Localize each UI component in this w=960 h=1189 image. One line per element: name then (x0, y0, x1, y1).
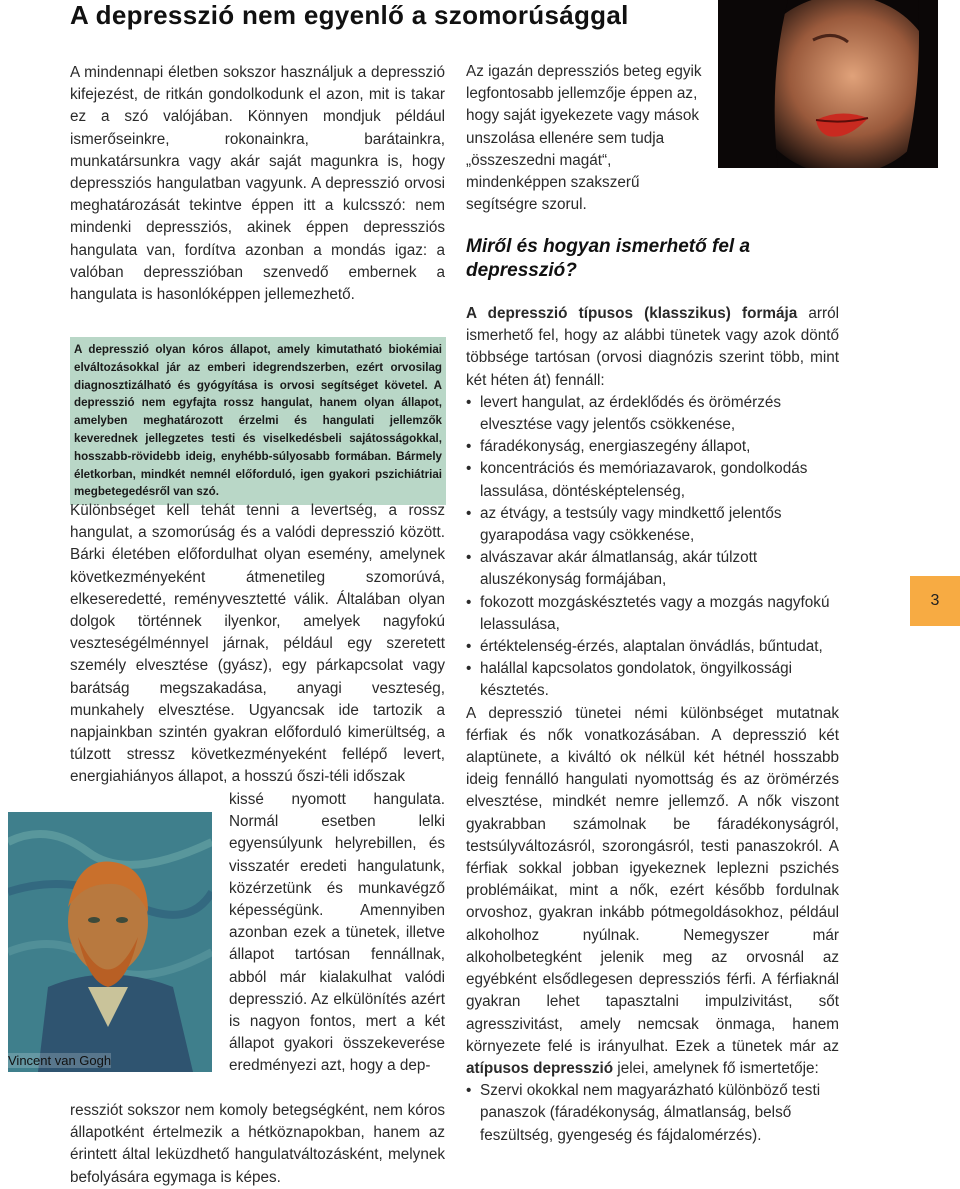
page-title: A depresszió nem egyenlő a szomorúsággal (70, 0, 629, 30)
page-number-tab: 3 (910, 576, 960, 626)
bottom-column (70, 1100, 445, 1189)
symptoms-intro (466, 303, 839, 392)
portrait-caption: Vincent van Gogh (8, 1053, 112, 1068)
definition-highlight-box: A depresszió olyan kóros állapot, amely kimutatható biokémiai elváltozásokkal jár az emberi idegrendszerben, ezért orvosilag diagnosztizálható és gyógyítása is orvosi segítséget követel. A depresszió nem egyfajta rossz hangulat, hanem olyan állapot, amelyben meghatározott érzelmi és hangulati jellemzők keverednek jellegzetes testi és viselkedésbeli sajátosságokkal, hosszabb-rövidebb ideig, enyhébb-súlyosabb formában. Bármely életkorban, mindkét nemnél előforduló, igen gyakori pszichiátriai megbetegedésről van szó. (70, 337, 446, 505)
symptom-item: • értéktelenség-érzés, alaptalan önvádlás, bűntudat, (466, 636, 839, 658)
van-gogh-portrait-image (8, 812, 212, 1072)
woman-face-photo (718, 0, 938, 168)
symptom-item: • levert hangulat, az érdeklődés és örömérzés elvesztése vagy jelentős csökkenése, (466, 392, 839, 436)
gender-paragraph (466, 703, 839, 1080)
symptom-item: • alvászavar akár álmatlanság, akár túlzott aluszékonyság formájában, (466, 547, 839, 591)
gender-paragraph-end: jelei, amelynek fő ismertetője: (613, 1059, 819, 1077)
intro-column (70, 62, 445, 306)
wrap-paragraph: kissé nyomott hangulata. Normál esetben lelki egyensúlyunk helyrebillen, és visszatér eredeti hangulatunk, közérzetünk és munkavégző képességünk. Amennyiben azonban ezek a tünetek, illetve állapot tartósan fennállnak, abból már kialakulhat valódi depresszió. Az elkülönítés azért is nagyon fontos, mert a két állapot gyakori összekeverése eredményezi azt, hogy a dep- (229, 791, 445, 1075)
symptom-item: • az étvágy, a testsúly vagy mindkettő jelentős gyarapodása vagy csökkenése, (466, 503, 839, 547)
wrap-column (229, 789, 445, 1078)
symptoms-intro-rest: arról ismerhető fel, hogy az alábbi tünetek vagy azok döntő többsége tartósan (orvosi diagnózis szerint több, mint két héten át) fennáll: (466, 305, 839, 389)
intro-paragraph: A mindennapi életben sokszor használjuk a depresszió kifejezést, de ritkán gondolkodunk el azon, mit is takar ez a szó valójában. Könnyen mondjuk például ismerőseinkre, rokonainkra, barátainkra, munkatársunkra vagy akár saját magunkra is, hogy depressziós hangulatban vagyunk. A depresszió orvosi meghatározását tekintve éppen itt a kulcsszó: nem mindenki depressziós, akinek éppen depressziós hangulata van, fordítva azonban a mondás igaz: a valóban depresszióban szenvedő embernek a hangulata is hasonlóképpen jellemezhető. (70, 64, 445, 304)
symptom-item: • fáradékonyság, energiaszegény állapot, (466, 436, 839, 458)
atypical-list (466, 1080, 839, 1147)
middle-column (70, 500, 445, 789)
symptom-item: • halállal kapcsolatos gondolatok, öngyilkossági késztetés. (466, 658, 839, 702)
symptom-item: • fokozott mozgáskésztetés vagy a mozgás nagyfokú lelassulása, (466, 592, 839, 636)
right-intro-column (466, 61, 708, 216)
gender-paragraph-start: A depresszió tünetei némi különbséget mutatnak férfiak és nők vonatkozásában. A depresszió két alaptünete, a kiváltó ok nélkül két hétnél hosszabb ideig fennálló hangulati nyomottság és az örömérzés elvesztése, mindkét nemre jellemző. A nők viszont gyakrabban számolnak be fáradékonyságról, testsúlyváltozásról, szorongásról, testi panaszokról. A férfiak sokkal jobban igyekeznek leplezni pszichés problémáikat, mint a nők, ezért később fordulnak orvoshoz, gyakran inkább pótmegoldásokhoz, például alkoholhoz nyúlnak. Nemegyszer már alkoholbetegként jelenik meg az orvosnál az egyébként elsődlegesen depressziós férfi. A férfiaknál gyakran lehet tapasztalni impulzivitást, sőt agresszivitást, amely nemcsak önmaga, hanem környezete felé is irányulhat. Ezek a tünetek már az (466, 704, 839, 1055)
symptom-item: • koncentrációs és memóriazavarok, gondolkodás lassulása, döntésképtelenség, (466, 458, 839, 502)
atypical-depression-term: atípusos depresszió (466, 1059, 614, 1077)
atypical-item: • Szervi okokkal nem magyarázható különböző testi panaszok (fáradékonyság, álmatlanság, belső feszültség, gyengeség és fájdalomérzés). (466, 1080, 839, 1147)
face-illustration (718, 0, 938, 168)
section-subheading: Miről és hogyan ismerhető fel a depresszió? (466, 236, 751, 281)
symptoms-list (466, 392, 839, 703)
middle-paragraph: Különbséget kell tehát tenni a levertség, a rossz hangulat, a szomorúság és a valódi depresszió között. Bárki életében előfordulhat olyan esemény, amelynek következményeként átmenetileg szomorúvá, elkeseredetté, reményvesztetté válik. Általában olyan dolgok történnek ilyenkor, amelyek nagyfokú veszteségélménnyel járnak, például egy szeretett személy elvesztése (gyász), egy párkapcsolat vagy barátság megszakadása, anyagi veszteség, munkahely elvesztése. Ugyancsak ide tartozik a napjainkban szintén gyakran előforduló kimerültség, a túlzott stressz következményeként fellépő levert, energiahiányos állapot, a hosszú őszi-téli időszak (70, 502, 445, 786)
portrait-illustration (8, 812, 212, 1072)
symptoms-intro-bold: A depresszió típusos (klasszikus) formája (466, 305, 798, 322)
bottom-paragraph: ressziót sokszor nem komoly betegségként, nem kóros állapotként értelmezik a hétköznapokban, hanem az érintett által leküzdhető hangulatváltozásként, melynek befolyására egymaga is képes. (70, 1102, 445, 1186)
right-intro-paragraph: Az igazán depressziós beteg egyik legfontosabb jellemzője éppen az, hogy saját igyekezete vagy mások unszolása ellenére sem tudja „összeszedni magát“, mindenképpen szakszerű segítségre szorul. (466, 63, 702, 214)
right-main-column (466, 303, 839, 1147)
